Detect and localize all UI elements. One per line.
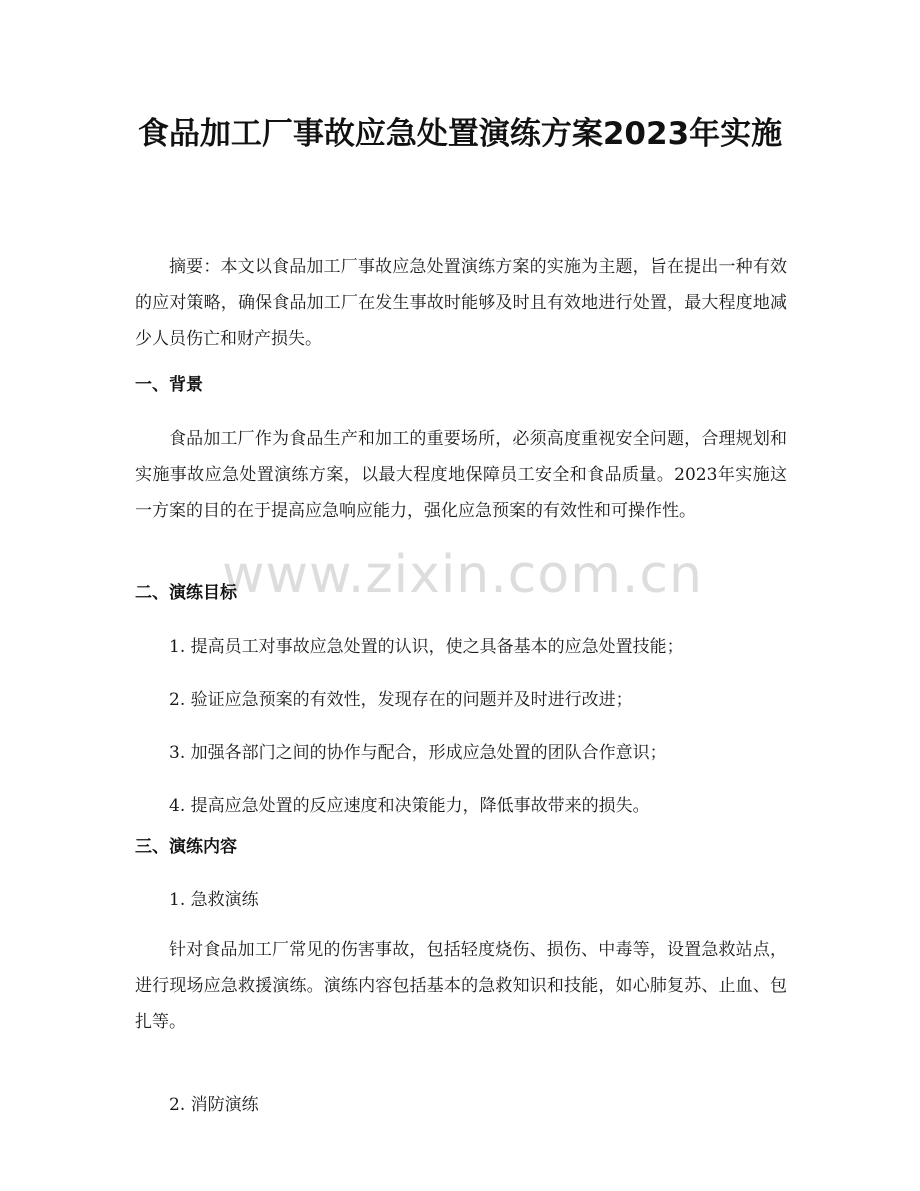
goal-item-1: 1. 提高员工对事故应急处置的认识，使之具备基本的应急处置技能；	[169, 637, 684, 657]
document-title: 食品加工厂事故应急处置演练方案2023年实施	[137, 116, 783, 152]
subsection-title-fire-drill: 2. 消防演练	[169, 1095, 259, 1115]
goal-item-3: 3. 加强各部门之间的协作与配合，形成应急处置的团队合作意识；	[169, 743, 667, 763]
goal-item-2: 2. 验证应急预案的有效性，发现存在的问题并及时进行改进；	[169, 690, 633, 710]
section-heading-goals: 二、演练目标	[135, 583, 237, 603]
watermark: www.zixin.com.cn	[222, 545, 703, 605]
section-heading-background: 一、背景	[135, 375, 203, 395]
background-paragraph: 食品加工厂作为食品生产和加工的重要场所，必须高度重视安全问题，合理规划和实施事故应急处置演练方案，以最大程度地保障员工安全和食品质量。2023年实施这一方案的目的在于提高应急响应能力，强化应急预案的有效性和可操作性。	[135, 429, 787, 521]
goal-item-4: 4. 提高应急处置的反应速度和决策能力，降低事故带来的损失。	[169, 796, 650, 816]
abstract-paragraph: 摘要：本文以食品加工厂事故应急处置演练方案的实施为主题，旨在提出一种有效的应对策略，确保食品加工厂在发生事故时能够及时且有效地进行处置，最大程度地减少人员伤亡和财产损失。	[135, 257, 787, 349]
first-aid-paragraph: 针对食品加工厂常见的伤害事故，包括轻度烧伤、损伤、中毒等，设置急救站点，进行现场应急救援演练。演练内容包括基本的急救知识和技能，如心肺复苏、止血、包扎等。	[135, 940, 787, 1032]
section-heading-content: 三、演练内容	[135, 837, 237, 857]
subsection-title-first-aid: 1. 急救演练	[169, 890, 259, 910]
